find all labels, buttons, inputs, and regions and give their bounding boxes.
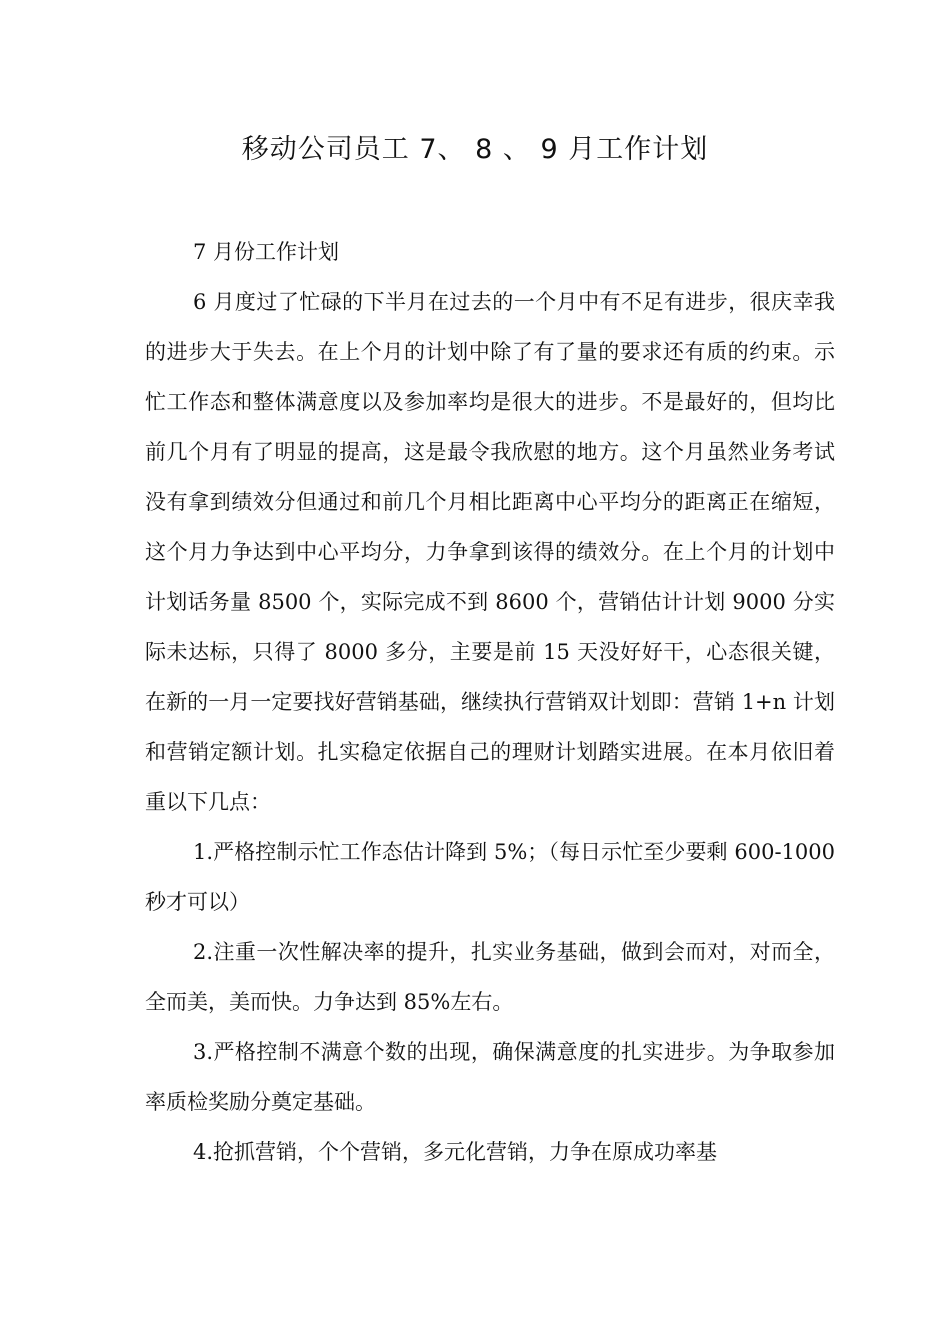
list-item-2: 2.注重一次性解决率的提升，扎实业务基础，做到会而对，对而全，全而美，美而快。力争达到 85%左右。 (145, 940, 835, 1014)
list-item-1: 1.严格控制示忙工作态估计降到 5%；（每日示忙至少要剩 600-1000 秒才可以） (145, 840, 835, 914)
document-body (145, 227, 835, 1177)
paragraph-summary: 6 月度过了忙碌的下半月在过去的一个月中有不足有进步，很庆幸我的进步大于失去。在上个月的计划中除了有了量的要求还有质的约束。示忙工作态和整体满意度以及参加率均是很大的进步。不是最好的，但均比前几个月有了明显的提高，这是最令我欣慰的地方。这个月虽然业务考试没有拿到绩效分但通过和前几个月相比距离中心平均分的距离正在缩短，这个月力争达到中心平均分，力争拿到该得的绩效分。在上个月的计划中计划话务量 8500 个，实际完成不到 8600 个，营销估计计划 9000 分实际未达标，只得了 8000 多分，主要是前 15 天没好好干，心态很关键，在新的一月一定要找好营销基础，继续执行营销双计划即：营销 1+n 计划和营销定额计划。扎实稳定依据自己的理财计划踏实进展。在本月依旧着重以下几点： (145, 290, 835, 814)
list-item-3: 3.严格控制不满意个数的出现，确保满意度的扎实进步。为争取参加率质检奖励分奠定基础。 (145, 1040, 835, 1114)
list-item-4: 4.抢抓营销，个个营销，多元化营销，力争在原成功率基 (193, 1140, 718, 1164)
document-title: 移动公司员工 7、 8 、 9 月工作计划 (241, 134, 709, 165)
section-heading-july: 7 月份工作计划 (193, 240, 340, 264)
